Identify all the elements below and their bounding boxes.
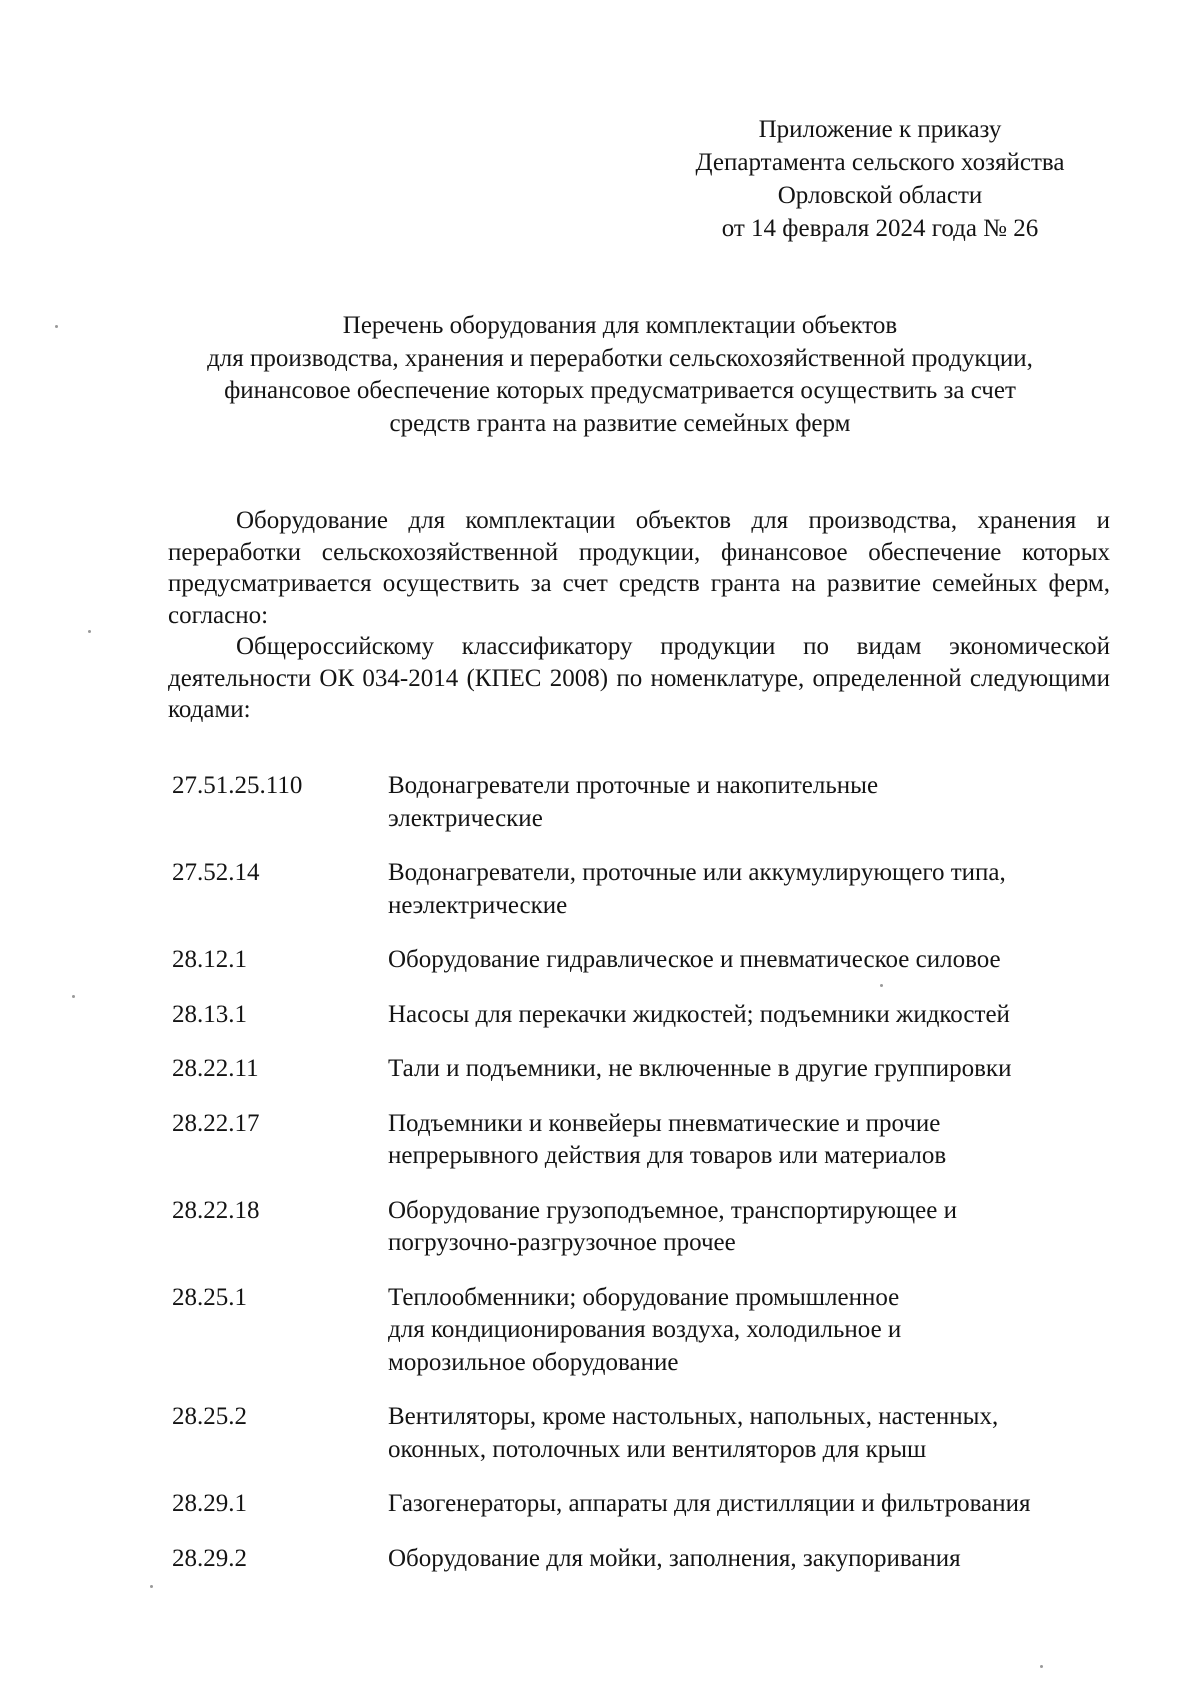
code-description-line: непрерывного действия для товаров или материалов bbox=[388, 1142, 947, 1169]
code-number: 28.25.2 bbox=[172, 1403, 247, 1430]
code-description-line: Водонагреватели проточные и накопительные bbox=[388, 772, 879, 799]
code-row bbox=[172, 1053, 1122, 1086]
code-description-line: Насосы для перекачки жидкостей; подъемники жидкостей bbox=[388, 1000, 1010, 1028]
code-number: 28.22.17 bbox=[172, 1109, 260, 1137]
code-description-line: Оборудование для мойки, заполнения, закупоривания bbox=[388, 1544, 961, 1572]
code-description bbox=[388, 1282, 1122, 1380]
code-number: 27.52.14 bbox=[172, 859, 260, 886]
code-description-line: Водонагреватели, проточные или аккумулирующего типа, bbox=[388, 859, 1006, 886]
code-description bbox=[388, 857, 1122, 922]
code-description bbox=[388, 1543, 1122, 1576]
code-number: 28.13.1 bbox=[172, 1000, 247, 1028]
title-line-4: средств гранта на развитие семейных ферм bbox=[389, 409, 851, 437]
code-description bbox=[388, 1053, 1122, 1086]
document-title bbox=[160, 310, 1080, 440]
code-description bbox=[388, 1108, 1122, 1173]
title-line-1: Перечень оборудования для комплектации объектов bbox=[342, 312, 898, 339]
code-number: 28.25.1 bbox=[172, 1283, 247, 1311]
codes-list bbox=[172, 770, 1122, 1575]
scan-speck bbox=[880, 984, 883, 987]
code-description bbox=[388, 770, 1122, 835]
annex-line-3: Орловской области bbox=[777, 182, 983, 209]
code-description-line: для кондиционирования воздуха, холодильное и bbox=[388, 1316, 902, 1343]
code-number: 28.22.11 bbox=[172, 1055, 259, 1082]
code-row bbox=[172, 1282, 1122, 1380]
code-description-line: Оборудование грузоподъемное, транспортирующее и bbox=[388, 1196, 957, 1224]
intro-paragraph-2: Общероссийскому классификатору продукции по видам экономической деятельности ОК 034-2014 (КПЕС 2008) по номенклатуре, определенной следующими кодами: bbox=[168, 633, 1110, 723]
intro-paragraph-1: Оборудование для комплектации объектов для производства, хранения и переработки сельскохозяйственной продукции, финансовое обеспечение которых предусматривается осуществить за счет средств гранта на развитие семейных ферм, согласно: bbox=[168, 507, 1110, 629]
code-description-line: морозильное оборудование bbox=[388, 1348, 679, 1376]
title-line-3: финансовое обеспечение которых предусматривается осуществить за счет bbox=[224, 377, 1016, 404]
code-description bbox=[388, 1488, 1122, 1521]
code-description-line: Теплообменники; оборудование промышленное bbox=[388, 1283, 900, 1311]
code-row bbox=[172, 1488, 1122, 1521]
code-row bbox=[172, 1401, 1122, 1466]
code-number: 28.29.2 bbox=[172, 1544, 247, 1572]
code-description-line: Вентиляторы, кроме настольных, напольных, настенных, bbox=[388, 1403, 999, 1430]
code-number: 28.22.18 bbox=[172, 1196, 260, 1224]
code-row bbox=[172, 999, 1122, 1032]
code-row bbox=[172, 857, 1122, 922]
code-row bbox=[172, 1195, 1122, 1260]
code-row bbox=[172, 1543, 1122, 1576]
code-description-line: оконных, потолочных или вентиляторов для крыш bbox=[388, 1435, 927, 1463]
code-description-line: неэлектрические bbox=[388, 891, 568, 919]
code-row bbox=[172, 1108, 1122, 1173]
code-description bbox=[388, 1195, 1122, 1260]
code-number: 28.12.1 bbox=[172, 946, 247, 973]
scan-speck bbox=[55, 325, 58, 328]
scan-speck bbox=[88, 630, 91, 633]
scan-speck bbox=[150, 1585, 153, 1588]
code-number: 28.29.1 bbox=[172, 1490, 247, 1517]
annex-line-2: Департамента сельского хозяйства bbox=[695, 149, 1065, 176]
code-row bbox=[172, 770, 1122, 835]
code-description-line: Тали и подъемники, не включенные в другие группировки bbox=[388, 1055, 1012, 1082]
annex-line-4: от 14 февраля 2024 года № 26 bbox=[721, 215, 1039, 242]
code-description bbox=[388, 944, 1122, 977]
code-row bbox=[172, 944, 1122, 977]
code-description-line: электрические bbox=[388, 804, 543, 832]
code-number: 27.51.25.110 bbox=[172, 772, 303, 799]
code-description-line: Газогенераторы, аппараты для дистилляции и фильтрования bbox=[388, 1490, 1031, 1517]
annex-line-1: Приложение к приказу bbox=[758, 116, 1002, 143]
code-description-line: погрузочно-разгрузочное прочее bbox=[388, 1229, 736, 1256]
scan-speck bbox=[72, 995, 75, 998]
code-description-line: Оборудование гидравлическое и пневматическое силовое bbox=[388, 946, 1001, 973]
code-description-line: Подъемники и конвейеры пневматические и прочие bbox=[388, 1109, 941, 1137]
scan-speck bbox=[1040, 1665, 1043, 1668]
code-description bbox=[388, 999, 1122, 1032]
code-description bbox=[388, 1401, 1122, 1466]
annex-header bbox=[640, 113, 1120, 245]
title-line-2: для производства, хранения и переработки сельскохозяйственной продукции, bbox=[207, 344, 1033, 372]
